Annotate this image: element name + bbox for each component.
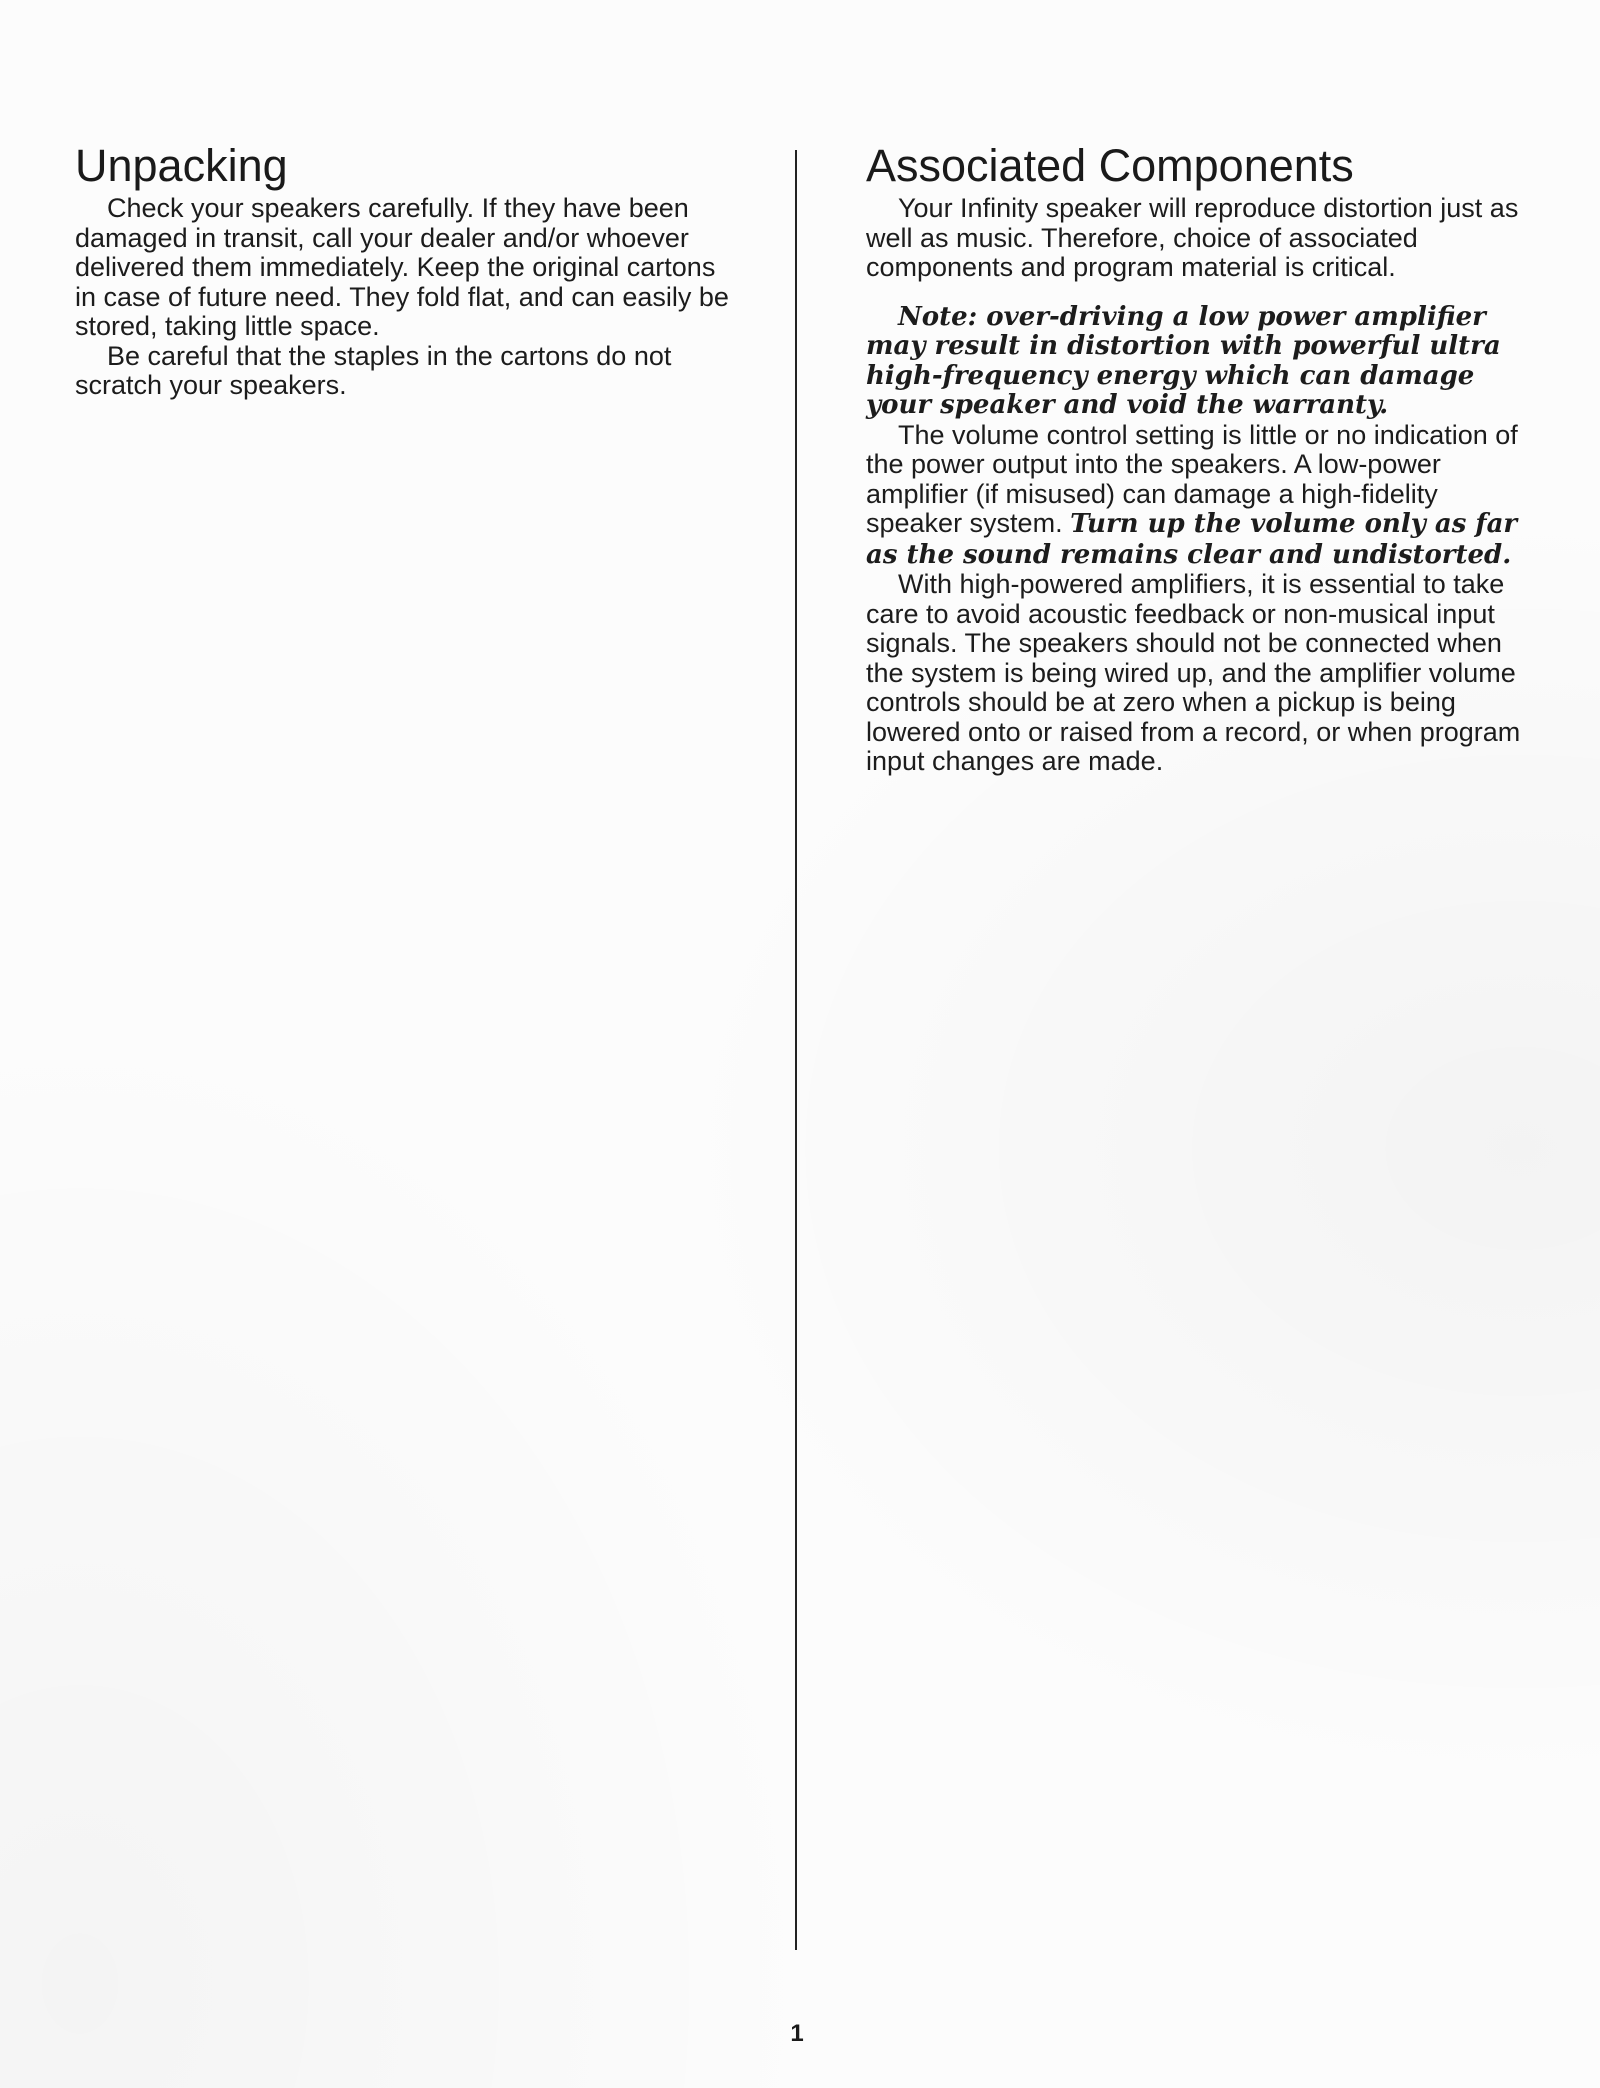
volume-emphasis: Turn up the volume only as far as the sound remains clear and undistorted.: [866, 509, 1518, 570]
unpacking-paragraph-1: Check your speakers carefully. If they have been damaged in transit, call your dealer and/or whoever delivered them immediately. Keep the original cartons in case of future need. They fold flat, and can easily be stored, taking little space.: [75, 193, 729, 341]
unpacking-paragraph-2: Be careful that the staples in the cartons do not scratch your speakers.: [75, 340, 672, 400]
volume-paragraph: [866, 421, 1526, 571]
unpacking-heading: Unpacking: [75, 140, 288, 191]
high-power-paragraph: With high-powered amplifiers, it is essential to take care to avoid acoustic feedback or non-musical input signals. The speakers should not be connected when the system is being wired up, and the amplifier volume controls should be at zero when a pickup is being lowered onto or raised from a record, or when program input changes are made.: [866, 569, 1521, 776]
page-number: 1: [790, 2020, 804, 2047]
associated-components-heading: Associated Components: [866, 140, 1354, 191]
warning-note: Note: over-driving a low power amplifier may result in distortion with powerful ultra high-frequency energy which can damage your speaker and void the warranty.: [866, 301, 1501, 420]
intro-paragraph: Your Infinity speaker will reproduce distortion just as well as music. Therefore, choice of associated components and program material is critical.: [866, 193, 1519, 282]
column-divider: [795, 150, 797, 1950]
associated-components-section: [866, 140, 1526, 777]
unpacking-section: [75, 140, 735, 401]
volume-text: The volume control setting is little or no indication of the power output into the speakers. A low-power amplifier (if misused) can damage a high-fidelity speaker system.: [866, 419, 1518, 538]
